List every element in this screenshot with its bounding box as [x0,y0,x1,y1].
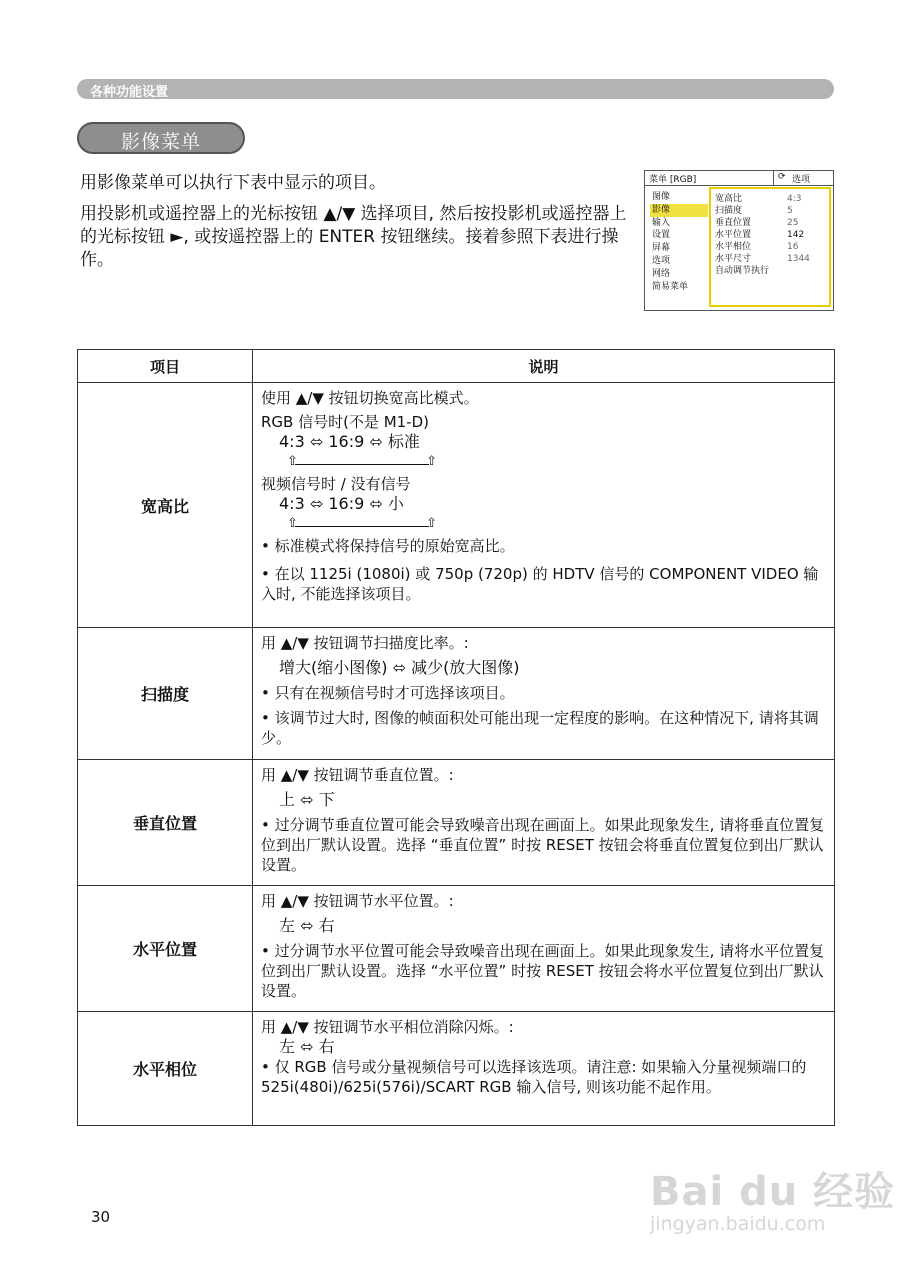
menu-item-value: 5 [787,206,793,216]
column-header-description: 说明 [253,350,835,383]
row-description [253,886,835,1012]
menu-category: 选项 [652,255,671,266]
row-label: 垂直位置 [78,760,253,886]
table-row [78,760,835,886]
row-label: 宽高比 [78,383,253,628]
desc-line: 用 ▲/▼ 按钮调节垂直位置。: [261,766,454,784]
desc-line: • 标准模式将保持信号的原始宽高比。 [261,537,515,555]
menu-options-tab [773,171,834,185]
desc-line: 4:3 ⬄ 16:9 ⬄ 标准 [279,432,420,451]
watermark-url: jingyan.baidu.com [650,1213,826,1235]
menu-item [715,217,799,229]
menu-category: 简易菜单 [652,281,689,292]
page-title: 影像菜单 [120,131,201,153]
menu-item-name: 水平尺寸 [715,254,752,264]
page-title-pill [77,122,245,154]
menu-category-list [650,191,708,293]
menu-item-value: 4:3 [787,194,802,204]
table-header-row [78,350,835,383]
desc-line: • 仅 RGB 信号或分量视频信号可以选择该选项。请注意: 如果输入分量视频端口的 525i(480i)/625i(576i)/SCART RGB 输入信号, 则该功能不起作用。 [261,1058,807,1096]
desc-line: 左 ⬄ 右 [279,1037,335,1056]
desc-line: • 过分调节垂直位置可能会导致噪音出现在画面上。如果此现象发生, 请将垂直位置复位到出厂默认设置。选择 “垂直位置” 时按 RESET 按钮会将垂直位置复位到出厂默认设置。 [261,816,825,874]
menu-item [715,253,810,265]
menu-item-name: 垂直位置 [715,218,752,228]
row-description [253,383,835,628]
desc-line: 左 ⬄ 右 [279,916,335,935]
cycle-arrow-icon: ⇧ ⇧ [287,516,437,531]
desc-line: 用 ▲/▼ 按钮调节扫描度比率。: [261,634,469,652]
menu-header [645,171,833,186]
menu-options-label: 选项 [792,175,811,185]
menu-category: 图像 [652,192,671,202]
menu-item [715,265,769,277]
row-description [253,1012,835,1126]
table-row [78,383,835,628]
table-row [78,1012,835,1126]
desc-line: • 过分调节水平位置可能会导致噪音出现在画面上。如果此现象发生, 请将水平位置复位到出厂默认设置。选择 “水平位置” 时按 RESET 按钮会将水平位置复位到出厂默认设置。 [261,942,825,1000]
menu-item [715,229,805,241]
row-label: 扫描度 [78,628,253,760]
row-description [253,760,835,886]
refresh-icon: ⟳ [778,172,786,182]
menu-item-name: 扫描度 [715,206,743,216]
menu-item-value: 1344 [787,254,810,264]
desc-line: 用 ▲/▼ 按钮调节水平相位消除闪烁。: [261,1018,514,1036]
row-label: 水平相位 [78,1012,253,1126]
desc-line: 使用 ▲/▼ 按钮切换宽高比模式。 [261,389,479,407]
desc-line: • 该调节过大时, 图像的帧面积处可能出现一定程度的影响。在这种情况下, 请将其调少。 [261,709,819,747]
desc-line: 增大(缩小图像) ⬄ 减少(放大图像) [279,658,520,677]
menu-title: 菜单 [RGB] [649,175,697,185]
menu-item-name: 水平位置 [715,230,752,240]
row-description [253,628,835,760]
menu-item [715,205,793,217]
section-bar [77,79,834,99]
menu-category: 屏幕 [652,243,671,254]
menu-item-name: 水平相位 [715,242,752,252]
menu-item-value: 16 [787,242,799,252]
page-number: 30 [91,1208,111,1226]
menu-item-value: 25 [787,218,799,228]
settings-table [77,349,835,1126]
watermark-logo: Bai du 经验 [650,1169,896,1215]
osd-menu-screenshot [644,170,834,311]
table-row [78,628,835,760]
menu-item-value: 142 [787,230,805,240]
row-label: 水平位置 [78,886,253,1012]
intro-line-1: 用影像菜单可以执行下表中显示的项目。 [80,173,386,193]
menu-item [715,193,802,205]
menu-category: 网络 [652,268,671,279]
intro-line-2: 用投影机或遥控器上的光标按钮 ▲/▼ 选择项目, 然后按投影机或遥控器上的光标按钮 ►, 或按遥控器上的 ENTER 按钮继续。接着参照下表进行操作。 [80,204,627,270]
desc-line: • 只有在视频信号时才可选择该项目。 [261,684,515,702]
menu-item-name: 自动调节执行 [715,266,770,276]
cycle-arrow-icon: ⇧ ⇧ [287,454,437,469]
column-header-item: 项目 [78,350,253,383]
menu-category-selected: 影像 [650,204,708,217]
desc-line: 上 ⬄ 下 [279,790,335,809]
menu-item [715,241,799,253]
desc-line: • 在以 1125i (1080i) 或 750p (720p) 的 HDTV 信号的 COMPONENT VIDEO 输入时, 不能选择该项目。 [261,565,819,603]
menu-item-name: 宽高比 [715,194,743,204]
desc-line: 4:3 ⬄ 16:9 ⬄ 小 [279,494,404,513]
table-row [78,886,835,1012]
desc-line: RGB 信号时(不是 M1-D) [261,413,430,431]
menu-category: 输入 [652,217,671,228]
desc-line: 视频信号时 / 没有信号 [261,475,411,493]
menu-category: 设置 [652,230,671,241]
menu-item-panel [709,187,831,307]
desc-line: 用 ▲/▼ 按钮调节水平位置。: [261,892,454,910]
section-title: 各种功能设置 [90,85,169,100]
